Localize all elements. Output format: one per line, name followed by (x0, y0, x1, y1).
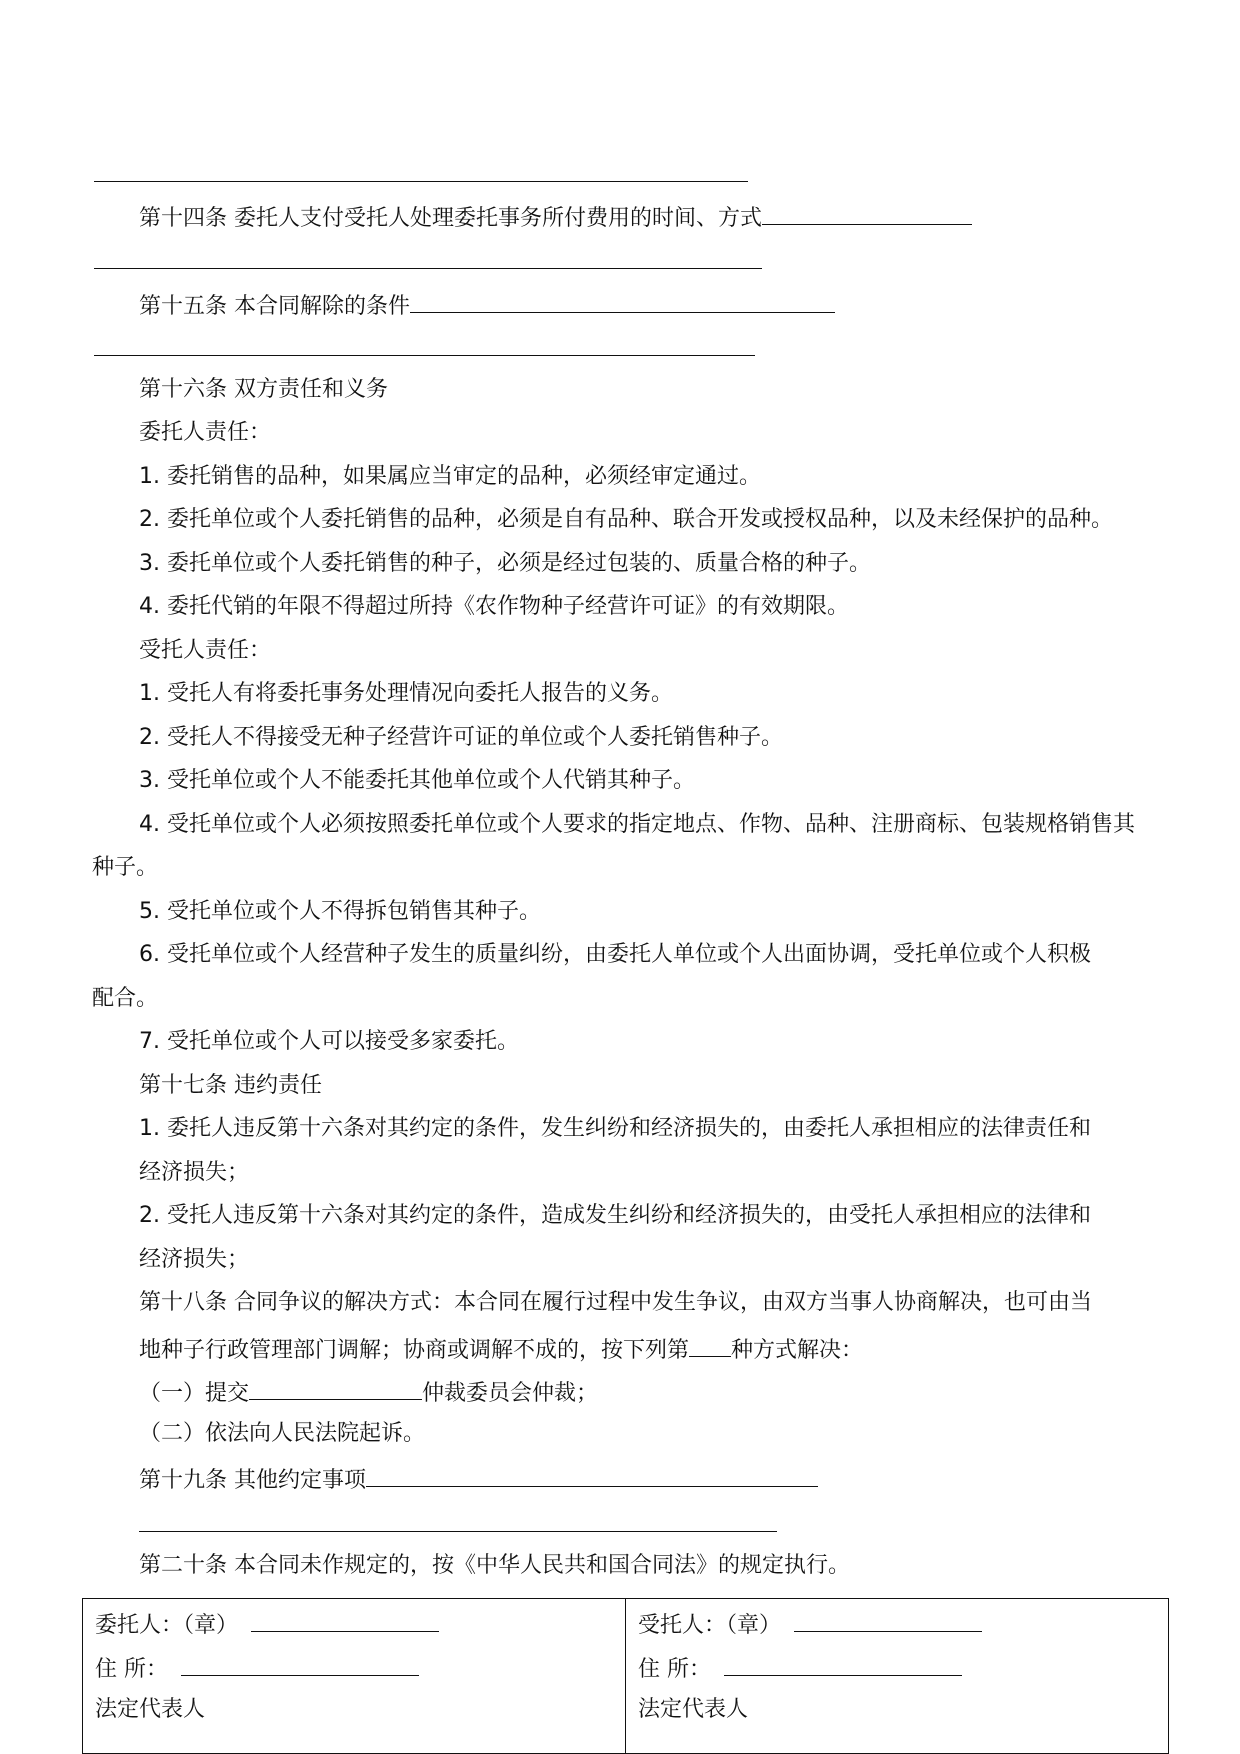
agent-address-blank (724, 1651, 962, 1676)
article-18-line-1: 第十八条 合同争议的解决方式：本合同在履行过程中发生争议，由双方当事人协商解决，也可由当 (139, 1290, 1092, 1315)
principal-seal-blank (251, 1607, 439, 1632)
agent-item: 4. 受托单位或个人必须按照委托单位或个人要求的指定地点、作物、品种、注册商标、包装规格销售其 (139, 812, 1135, 837)
fill-in-line (94, 268, 762, 269)
principal-address-row (83, 1651, 625, 1695)
option-1-text-a: （一）提交 (139, 1381, 250, 1406)
principal-signature-cell (83, 1599, 626, 1754)
fill-in-line (94, 181, 748, 182)
article-18-option-2: （二）依法向人民法院起诉。 (139, 1421, 426, 1446)
article-18-choice-blank (689, 1332, 731, 1357)
article-18-text-b: 种方式解决： (731, 1338, 864, 1363)
article-18-line-2 (139, 1332, 863, 1366)
principal-item: 3. 委托单位或个人委托销售的种子，必须是经过包装的、质量合格的种子。 (139, 551, 871, 576)
article-19-text: 第十九条 其他约定事项 (139, 1468, 366, 1493)
agent-item-continued: 配合。 (92, 986, 159, 1011)
article-19-blank (366, 1462, 818, 1487)
agent-item: 1. 受托人有将委托事务处理情况向委托人报告的义务。 (139, 681, 673, 706)
fill-in-line (139, 1531, 777, 1532)
agent-item: 7. 受托单位或个人可以接受多家委托。 (139, 1029, 519, 1054)
article-14-text: 第十四条 委托人支付受托人处理委托事务所付费用的时间、方式 (139, 206, 762, 231)
article-16-title: 第十六条 双方责任和义务 (139, 377, 388, 402)
article-20: 第二十条 本合同未作规定的，按《中华人民共和国合同法》的规定执行。 (139, 1553, 850, 1578)
article-15 (139, 288, 835, 322)
article-17-title: 第十七条 违约责任 (139, 1073, 322, 1098)
article-15-blank (410, 288, 835, 313)
agent-duties-heading: 受托人责任： (139, 638, 272, 663)
agent-legal-rep-label: 法定代表人 (638, 1697, 749, 1722)
article-18-option-1 (139, 1375, 598, 1409)
agent-item: 6. 受托单位或个人经营种子发生的质量纠纷，由委托人单位或个人出面协调，受托单位或个人积极 (139, 942, 1091, 967)
agent-seal-blank (794, 1607, 982, 1632)
principal-item: 2. 委托单位或个人委托销售的品种，必须是自有品种、联合开发或授权品种，以及未经保护的品种。 (139, 507, 1113, 532)
signature-table (82, 1598, 1169, 1754)
agent-item-continued: 种子。 (92, 855, 159, 880)
fill-in-line (94, 355, 755, 356)
principal-duties-heading: 委托人责任： (139, 420, 272, 445)
agent-seal-label: 受托人：（章） (638, 1613, 782, 1638)
article-17-item: 1. 委托人违反第十六条对其约定的条件，发生纠纷和经济损失的，由委托人承担相应的法律责任和 (139, 1116, 1091, 1141)
agent-seal-row (626, 1599, 1168, 1651)
agent-address-label: 住 所： (638, 1657, 711, 1682)
article-17-item: 2. 受托人违反第十六条对其约定的条件，造成发生纠纷和经济损失的，由受托人承担相应的法律和 (139, 1203, 1091, 1228)
article-15-text: 第十五条 本合同解除的条件 (139, 294, 410, 319)
principal-seal-row (83, 1599, 625, 1651)
option-1-text-b: 仲裁委员会仲裁； (422, 1381, 599, 1406)
agent-item: 3. 受托单位或个人不能委托其他单位或个人代销其种子。 (139, 768, 695, 793)
agent-legal-rep-row (626, 1695, 1168, 1739)
article-14 (139, 200, 972, 234)
principal-item: 4. 委托代销的年限不得超过所持《农作物种子经营许可证》的有效期限。 (139, 594, 849, 619)
principal-address-blank (181, 1651, 419, 1676)
principal-legal-rep-row (83, 1695, 625, 1739)
principal-address-label: 住 所： (95, 1657, 168, 1682)
article-17-item-continued: 经济损失； (139, 1160, 250, 1185)
article-14-blank (762, 200, 972, 225)
agent-item: 2. 受托人不得接受无种子经营许可证的单位或个人委托销售种子。 (139, 725, 783, 750)
principal-item: 1. 委托销售的品种，如果属应当审定的品种，必须经审定通过。 (139, 464, 761, 489)
article-19 (139, 1462, 818, 1496)
arbitration-committee-blank (249, 1375, 422, 1400)
agent-signature-cell (626, 1599, 1169, 1754)
principal-seal-label: 委托人：（章） (95, 1613, 239, 1638)
article-17-item-continued: 经济损失； (139, 1247, 250, 1272)
principal-legal-rep-label: 法定代表人 (95, 1697, 206, 1722)
agent-address-row (626, 1651, 1168, 1695)
agent-item: 5. 受托单位或个人不得拆包销售其种子。 (139, 899, 541, 924)
article-18-text-a: 地种子行政管理部门调解；协商或调解不成的，按下列第 (139, 1338, 690, 1363)
